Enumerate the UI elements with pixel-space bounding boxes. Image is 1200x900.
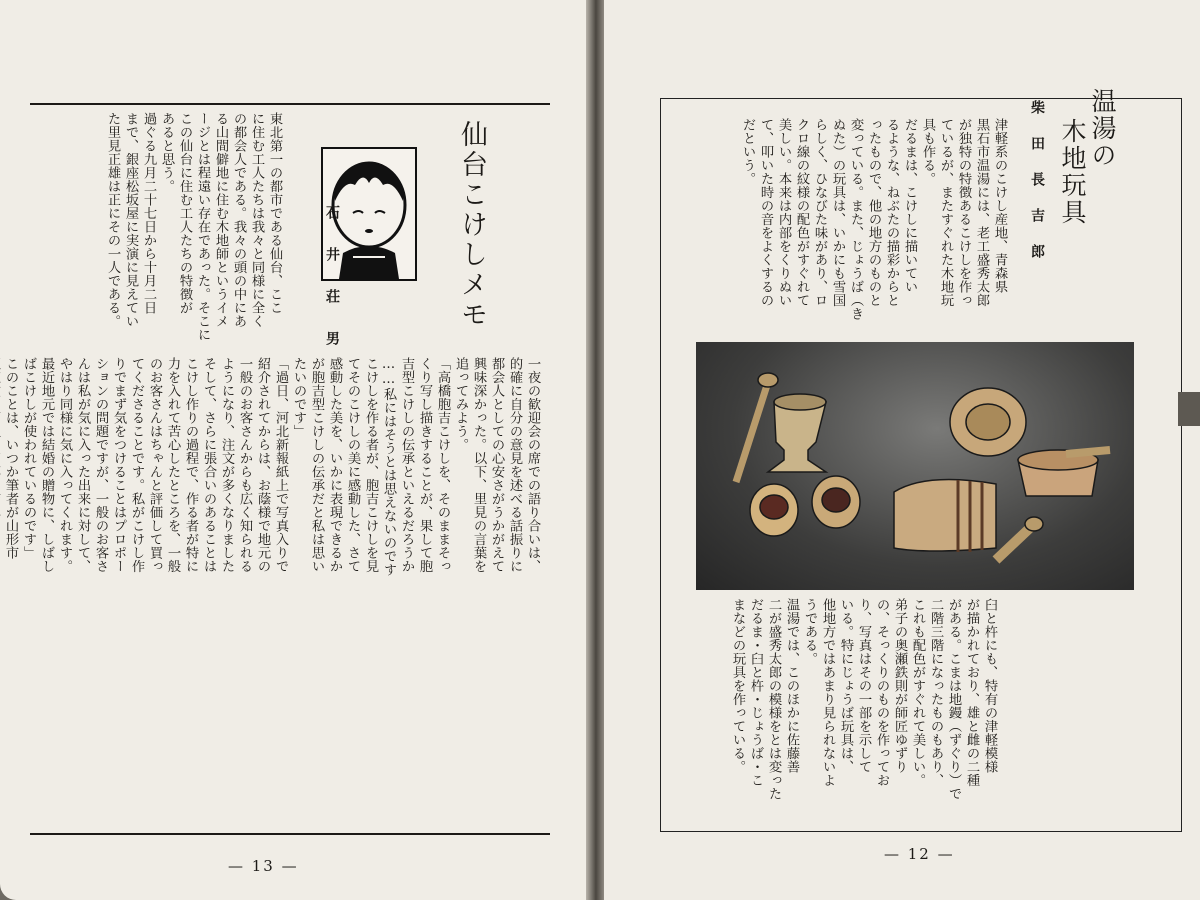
text-column: 美しい。本来は内部をくりぬい — [776, 118, 791, 307]
text-column: る山間僻地に住む木地師というイメ — [213, 112, 228, 328]
text-column: ージとは程遠い存在であった。そこに — [195, 112, 210, 342]
text-column: が描かれており、雄と雌の二種 — [964, 598, 979, 787]
text-column: がある。こまは地鏝（ずぐり）で — [946, 598, 961, 801]
page-13 — [0, 0, 588, 900]
lower-paragraph — [728, 598, 998, 818]
text-column: の都会人である。我々の頭の中にあ — [231, 112, 246, 328]
text-column: このことは、いつか筆者が山形市 — [3, 357, 18, 560]
lower-paragraph — [0, 357, 541, 827]
text-column: この仙台に住む工人たちの特徴が — [177, 112, 192, 315]
text-column: 一般のお客さんからも広く知られる — [237, 357, 252, 573]
text-column: 的確に自分の意見を述べる話振りに — [507, 357, 522, 573]
book-spine — [586, 0, 604, 900]
text-column: 過ぐる九月二十七日から十月二日 — [141, 112, 156, 315]
text-column: だるま・臼と杵・じょうば・こ — [748, 598, 763, 787]
text-column: 吉型こけしの伝承といえるだろうか — [399, 357, 414, 573]
text-column: 「高橋胞吉こけしを、そのままそっ — [435, 357, 450, 573]
text-column: ぬた）の玩具は、いかにも雪国 — [830, 118, 845, 307]
top-rule — [30, 103, 550, 105]
text-column: 具も作る。 — [920, 118, 935, 186]
text-column: りでまず気をつけることはプロポー — [111, 357, 126, 573]
text-column: だという。 — [740, 118, 755, 186]
text-column: やはり同様に気に入ってくれます。 — [57, 357, 72, 573]
text-column: 二が盛秀太郎の模様をとは変った — [766, 598, 781, 801]
author-name: 石 井 荘 男 — [324, 205, 340, 351]
title-line-2: 木地玩具 — [1058, 118, 1087, 226]
text-column: 黒石市温湯には、老工盛秀太郎 — [974, 118, 989, 307]
text-column: こけし作りの過程で、作る者が特に — [183, 357, 198, 573]
text-column: 東北第一の都市である仙台、ここ — [267, 112, 282, 315]
text-column: らしく、ひなびた味があり、ロ — [812, 118, 827, 307]
toy-photo — [696, 342, 1134, 590]
lower-text-block — [3, 357, 541, 832]
text-column: り、写真はその一部を示して — [856, 598, 871, 774]
upper-text-block — [43, 112, 283, 342]
author-name: 柴 田 長 吉 郎 — [1029, 100, 1045, 261]
text-column: てくださることです。私がこけし作 — [129, 357, 144, 573]
lower-text-block — [688, 598, 998, 823]
text-column: ションの問題ですが、一般のお客さ — [93, 357, 108, 573]
text-column: てそのこけしの美に感動した、さて — [345, 357, 360, 573]
bottom-rule — [30, 833, 550, 835]
page-number: — 12 — — [884, 845, 955, 863]
upper-paragraph — [738, 118, 1008, 323]
text-column: 紹介されてからは、お蔭様で地元の — [255, 357, 270, 573]
text-column: くり写し描きすることが、果して胞 — [417, 357, 432, 573]
text-column: が胞吉型こけしの伝承だと私は思い — [309, 357, 324, 573]
text-column: あると思う。 — [159, 112, 174, 193]
text-column: の、そっくりのものを作ってお — [874, 598, 889, 787]
title-line-1: 温湯の — [1088, 88, 1117, 169]
text-column: た里見正雄は正にその一人である。 — [105, 112, 120, 328]
text-column: だるまは、こけしに描いてい — [902, 118, 917, 294]
text-column: 都会人としての心安さがうかがえて — [489, 357, 504, 573]
text-column: 他地方ではあまり見られないよ — [820, 598, 835, 787]
page-tab — [1178, 392, 1200, 426]
text-column: クロ線の紋様の配色がすぐれて — [794, 118, 809, 307]
text-column: こけしを作る者が、胞吉こけしを見 — [363, 357, 378, 573]
text-column: て、叩いた時の音をよくするの — [758, 118, 773, 307]
text-column: 温湯では、このほかに佐藤善 — [784, 598, 799, 774]
text-column: まで、銀座松坂屋に実演に見えてい — [123, 112, 138, 328]
text-column: ばこけしが使われているのです」 — [21, 357, 36, 560]
text-column: ようになり、注文が多くなりました — [219, 357, 234, 573]
text-column: 津軽系のこけし産地、青森県 — [992, 118, 1007, 294]
page-number: — 13 — — [228, 857, 299, 875]
text-column: 興味深かった。以下、里見の言葉を — [471, 357, 486, 573]
text-column: 最近地元では結婚の贈物に、しばし — [39, 357, 54, 573]
page-12 — [604, 0, 1200, 900]
text-column: んは私が気に入った出来に対して、 — [75, 357, 90, 573]
text-column: 二階三階になったものもあり、 — [928, 598, 943, 787]
text-column: るような、ねぶたの描彩からと — [884, 118, 899, 307]
text-column: 一夜の歓迎会の席での語り合いは、 — [525, 357, 540, 573]
text-column: まなどの玩具を作っている。 — [730, 598, 745, 774]
text-column: 力を入れて苦心したところを、一般 — [165, 357, 180, 573]
article-title: 仙台こけしメモ — [456, 120, 487, 330]
text-column: 臼と杵にも、特有の津軽模様 — [982, 598, 997, 774]
text-column: 感動した美を、いかに表現できるか — [327, 357, 342, 573]
text-column: に住む工人たちは我々と同様に全く — [249, 112, 264, 328]
text-column: そして、さらに張合いのあることは — [201, 357, 216, 573]
text-column: が独特の特徴あるこけしを作っ — [956, 118, 971, 307]
text-column: これも配色がすぐれて美しい。 — [910, 598, 925, 787]
text-column: いる。特にじょうば玩具は、 — [838, 598, 853, 774]
text-column: ているが、またすぐれた木地玩 — [938, 118, 953, 307]
text-column: のお客さんはちゃんと評価して買っ — [147, 357, 162, 573]
text-column: たいのです」 — [291, 357, 306, 438]
text-column: 追ってみよう。 — [453, 357, 468, 452]
text-column: うである。 — [802, 598, 817, 666]
upper-text-block — [680, 118, 1008, 328]
text-column: 変っている。また、じょうば（き — [848, 118, 863, 321]
upper-paragraph — [103, 112, 283, 342]
text-column: ったもので、他の地方のものと — [866, 118, 881, 307]
text-column: 弟子の奥瀬鉄則が師匠ゆずり — [892, 598, 907, 774]
text-column: 「過日、河北新報紙上で写真入りで — [273, 357, 288, 573]
text-column: ……私にはそうとは思えないのです — [381, 357, 396, 577]
